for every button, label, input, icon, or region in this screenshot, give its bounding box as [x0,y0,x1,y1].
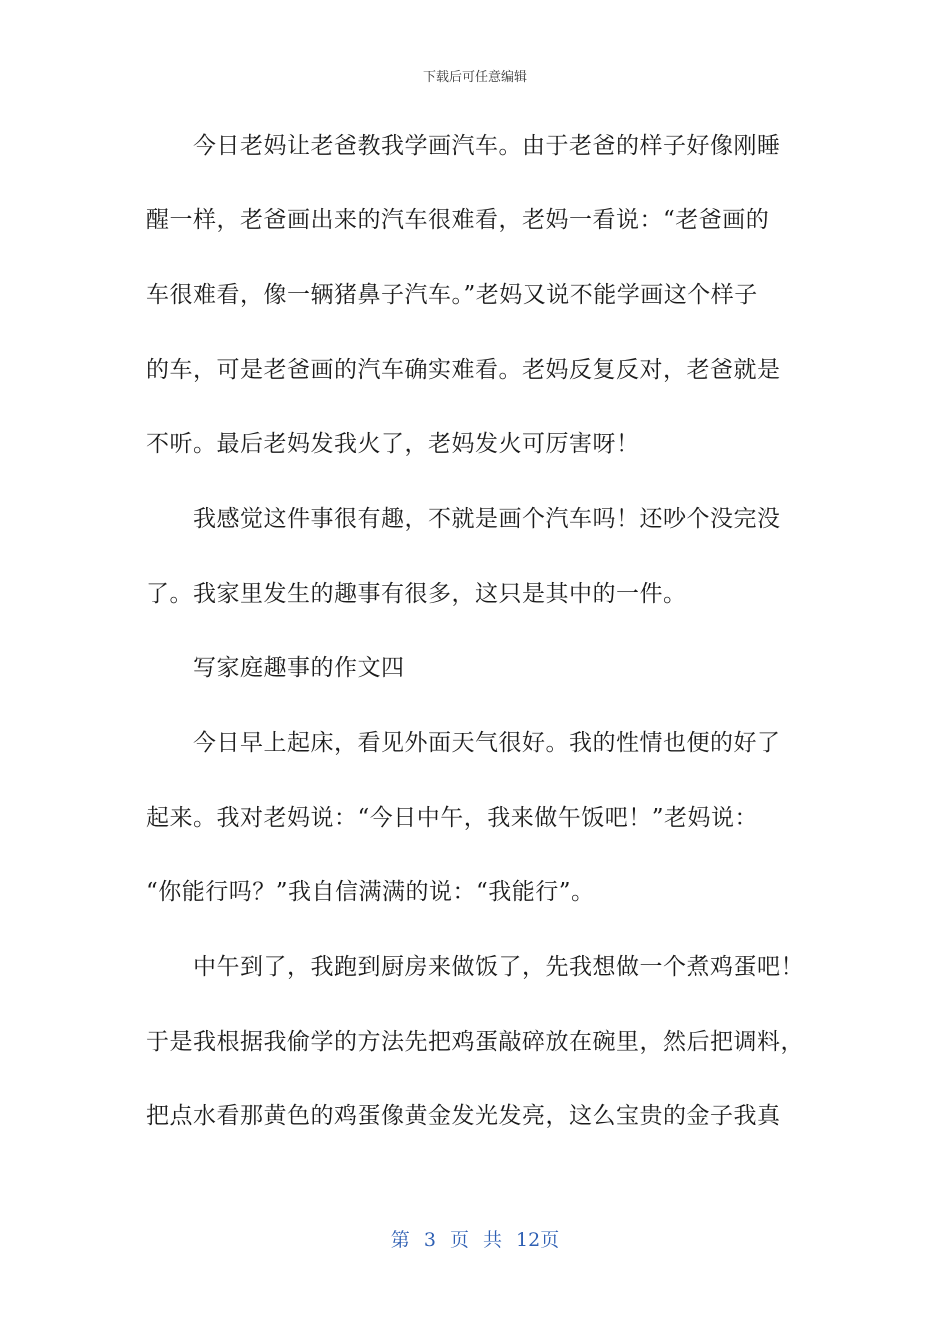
text-line: 把点水看那黄色的鸡蛋像黄金发光发亮，这么宝贵的金子我真 [146,1103,781,1129]
text-line: 起来。我对老妈说：“今日中午，我来做午饭吧！”老妈说： [146,805,759,831]
text-line: 的车，可是老爸画的汽车确实难看。老妈反复反对，老爸就是 [146,357,781,383]
page-header: 下载后可任意编辑 [422,70,527,85]
text-line: 不听。最后老妈发我火了，老妈发火可厉害呀！ [146,431,640,457]
text-line: 今日老妈让老爸教我学画汽车。由于老爸的样子好像刚睡 [193,133,781,159]
text-line: 于是我根据我偷学的方法先把鸡蛋敲碎放在碗里，然后把调料， [146,1029,804,1055]
text-line: 了。我家里发生的趣事有很多，这只是其中的一件。 [146,581,687,607]
text-line: 醒一样，老爸画出来的汽车很难看，老妈一看说：“老爸画的 [146,207,770,233]
text-line: 今日早上起床，看见外面天气很好。我的性情也便的好了 [193,730,781,756]
text-line: “你能行吗？”我自信满满的说：“我能行”。 [146,879,595,905]
text-line: 中午到了，我跑到厨房来做饭了，先我想做一个煮鸡蛋吧！ [193,954,804,980]
text-line: 车很难看，像一辆猪鼻子汽车。”老妈又说不能学画这个样子 [146,282,758,308]
text-line: 我感觉这件事很有趣，不就是画个汽车吗！还吵个没完没 [193,506,781,532]
section-heading: 写家庭趣事的作文四 [193,655,405,681]
page-number: 第 3 页 共 12页 [390,1229,560,1251]
